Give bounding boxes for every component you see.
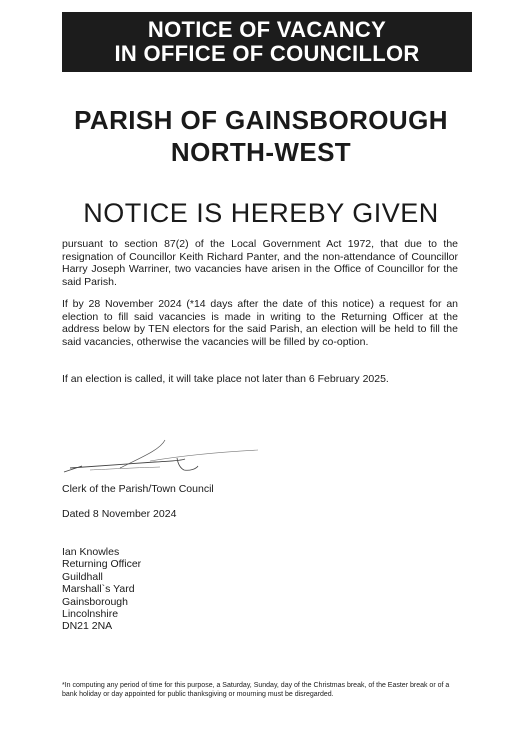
paragraph-vacancy: pursuant to section 87(2) of the Local Government Act 1972, that due to the resignation of Councillor Keith Richard Panter, and the non-attendance of Councillor Harry Joseph Warriner, two vacancies have arisen in the Office of Councillor for the said Parish. <box>62 238 458 288</box>
address-line: Marshall`s Yard <box>62 583 135 596</box>
clerk-label: Clerk of the Parish/Town Council <box>62 483 214 495</box>
banner-line-2: IN OFFICE OF COUNCILLOR <box>114 41 420 66</box>
address-line: Returning Officer <box>62 558 142 571</box>
parish-title-line-1: PARISH OF GAINSBOROUGH <box>74 105 448 135</box>
footnote: *In computing any period of time for this purpose, a Saturday, Sunday, day of the Christmas break, of the Easter break or of a bank holiday or day appointed for public thanksgiving or mourning must be disregarded. <box>62 682 450 698</box>
paragraph-election-date: If an election is called, it will take place not later than 6 February 2025. <box>62 373 389 385</box>
address-line: DN21 2NA <box>62 620 113 633</box>
address-line: Ian Knowles <box>62 546 120 558</box>
dated-line: Dated 8 November 2024 <box>62 508 177 520</box>
notice-heading: NOTICE IS HEREBY GIVEN <box>83 198 439 228</box>
returning-officer-address <box>62 546 141 633</box>
paragraph-election-request: If by 28 November 2024 (*14 days after the date of this notice) a request for an election to fill said vacancies is made in writing to the Returning Officer at the address below by TEN electors for the said Parish, an election will be held to fill the said vacancies, otherwise the vacancies will be filled by co-option. <box>62 298 458 348</box>
parish-title <box>0 104 522 168</box>
address-line: Guildhall <box>62 570 103 583</box>
address-line: Gainsborough <box>62 595 128 608</box>
address-line: Lincolnshire <box>62 608 119 621</box>
parish-title-line-2: NORTH-WEST <box>170 137 352 167</box>
banner-line-1: NOTICE OF VACANCY <box>147 17 387 42</box>
clerk-signature <box>60 428 260 483</box>
notice-banner <box>62 12 472 72</box>
